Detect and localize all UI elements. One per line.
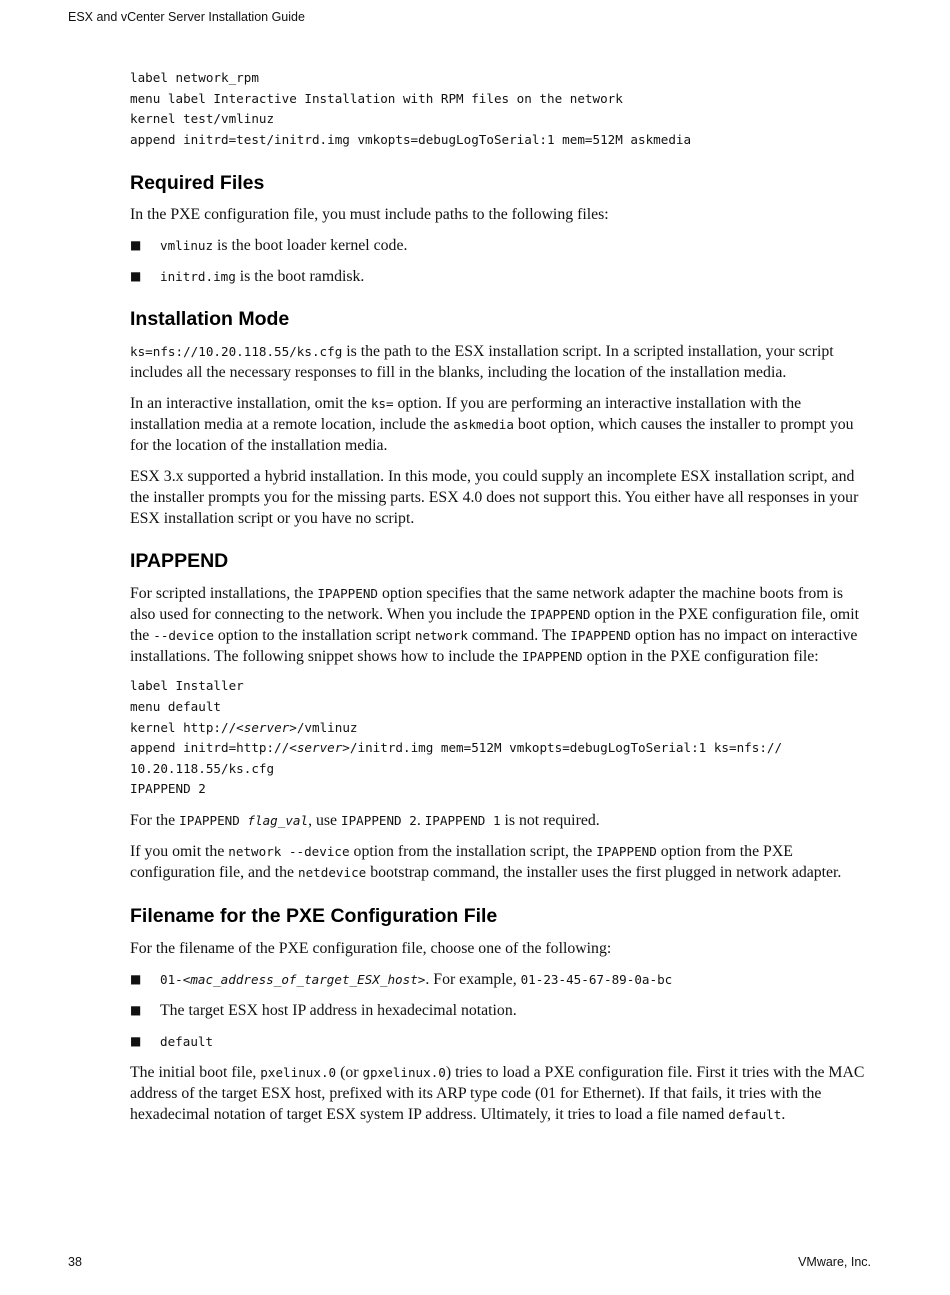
- code-line: label network_rpm: [130, 70, 259, 85]
- installation-mode-paragraph-1: ks=nfs://10.20.118.55/ks.cfg is the path to the ESX installation script. In a scripted installation, your script includes all the necessary responses to fill in the blanks, including the location of the installation media.: [130, 343, 834, 382]
- installation-mode-paragraph-2: In an interactive installation, omit the ks= option. If you are performing an interactive installation with the installation media at a remote location, include the askmedia boot option, which causes the installer to prompt you for the location of the installation media.: [130, 395, 854, 455]
- heading-pxe-filename: Filename for the PXE Configuration File: [130, 904, 498, 927]
- ipappend-paragraph-3: If you omit the network --device option from the installation script, the IPAPPEND option from the PXE configuration file, and the netdevice bootstrap command, the installer uses the first plugged in network adapter.: [130, 842, 842, 881]
- list-item: ■ 01-<mac_address_of_target_ESX_host>. For example, 01-23-45-67-89-0a-bc: [130, 969, 872, 990]
- required-files-intro: In the PXE configuration file, you must include paths to the following files:: [130, 206, 609, 224]
- filename-intro: For the filename of the PXE configuration file, choose one of the following:: [130, 939, 612, 957]
- filename-options-list: [130, 969, 872, 1052]
- list-item: ■ The target ESX host IP address in hexadecimal notation.: [130, 1000, 872, 1021]
- heading-installation-mode: Installation Mode: [130, 308, 290, 331]
- heading-ipappend: IPAPPEND: [130, 550, 229, 573]
- list-item: ■ vmlinuz is the boot loader kernel code.: [130, 235, 872, 256]
- code-block-network-rpm: [130, 68, 872, 150]
- ipappend-paragraph-2: For the IPAPPEND flag_val, use IPAPPEND 2. IPAPPEND 1 is not required.: [130, 811, 600, 829]
- footer-company: VMware, Inc.: [798, 1255, 871, 1269]
- code-line: kernel test/vmlinuz: [130, 111, 275, 127]
- page-content: [130, 68, 872, 1125]
- code-line: menu label Interactive Installation with RPM files on the network: [130, 90, 623, 106]
- required-files-list: [130, 235, 872, 287]
- list-item: ■ initrd.img is the boot ramdisk.: [130, 266, 872, 287]
- filename-paragraph: The initial boot file, pxelinux.0 (or gpxelinux.0) tries to load a PXE configuration file. First it tries with the MAC address of the target ESX host, prefixed with its ARP type code (01 for Ethernet). If that fails, it tries with the hexadecimal notation of target ESX system IP address. Ultimately, it tries to load a file named default.: [130, 1063, 865, 1123]
- code-block-ipappend: label Installer menu default kernel http://<server>/vmlinuz append initrd=http://<server>/initrd.img mem=512M vmkopts=debugLogToSerial:1 ks=nfs:// 10.20.118.55/ks.cfg IPAPPEND 2: [130, 678, 783, 797]
- page-number: 38: [68, 1255, 82, 1269]
- ipappend-paragraph-1: For scripted installations, the IPAPPEND option specifies that the same network adapter the machine boots from is also used for connecting to the network. When you include the IPAPPEND option in the PXE configuration file, omit the --device option to the installation script network command. The IPAPPEND option has no impact on interactive installations. The following snippet shows how to include the IPAPPEND option in the PXE configuration file:: [130, 585, 859, 666]
- installation-mode-paragraph-3: ESX 3.x supported a hybrid installation. In this mode, you could supply an incomplete ESX installation script, and the installer prompts you for the missing parts. ESX 4.0 does not support this. You either have all responses in your ESX installation script or you have no script.: [130, 468, 859, 528]
- list-item: ■ default: [130, 1031, 872, 1052]
- running-header: ESX and vCenter Server Installation Guide: [68, 10, 305, 24]
- code-line: append initrd=test/initrd.img vmkopts=debugLogToSerial:1 mem=512M askmedia: [130, 131, 692, 147]
- heading-required-files: Required Files: [130, 172, 265, 195]
